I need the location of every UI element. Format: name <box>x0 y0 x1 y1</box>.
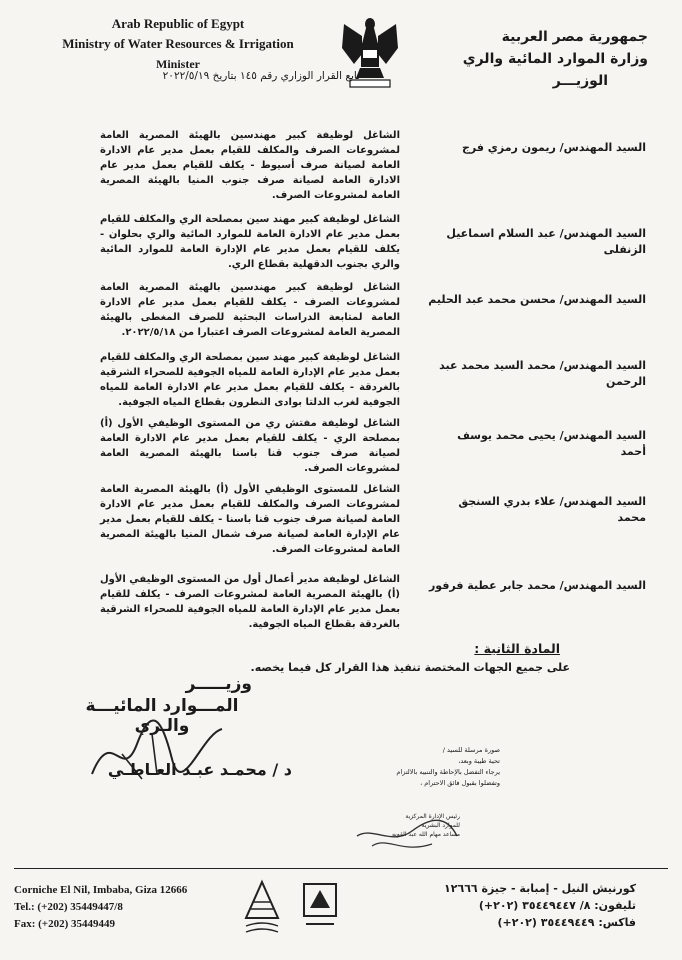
assignment-description: الشاغل لوظيفة كبير مهند سين بمصلحة الري والمكلف للقيام بعمل مدير عام الادارة العامة للموارد المائية والري بحلوان - يكلف للقيام بعمل مدير عام الإدارة العامة للموارد المائية والري بجنوب الدقهلية بقطاع الري. <box>100 214 400 270</box>
assignment-description: الشاغل لوظيفة مفتش ري من المستوى الوظيفي الأول (أ) بمصلحة الري - يكلف للقيام بعمل مدير عام الادارة العامة لصيانة صرف جنوب قنا باسنا بالهيئة المصرية العامة لمشروعات الصرف. <box>100 418 400 474</box>
signature-title-line1: وزيـــــر <box>185 674 252 694</box>
header-en-minister: Minister <box>156 57 200 71</box>
copies-line: وتفضلوا بقبول فائق الاحترام ، <box>420 779 500 787</box>
article-body: على جميع الجهات المختصة تنفيذ هذا القرار كل فيما يخصه. <box>250 661 570 674</box>
footer-ar-fax: فاكس: ٣٥٤٤٩٤٤٩ (٢٠٢+) <box>497 916 636 929</box>
minister-signature-block <box>62 674 292 804</box>
engineer-name: السيد المهندس/ عبد السلام اسماعيل الزنفلى <box>446 227 646 256</box>
footer-divider <box>14 868 668 869</box>
copies-line: تحية طيبة وبعد، <box>458 757 500 765</box>
footer-ar-address: كورنيش النيل - إمبابة - جيزة ١٢٦٦٦ <box>444 882 636 895</box>
copies-line: يرجاء التفضل بالإحاطة والتنبيه بالالتزام <box>396 768 500 776</box>
engineer-name: السيد المهندس/ محسن محمد عبد الحليم <box>428 293 646 306</box>
header-en-ministry: Ministry of Water Resources & Irrigation <box>62 36 294 51</box>
assignment-description: الشاغل لوظيفة كبير مهندسين بالهيئة المصرية العامة لمشروعات الصرف والمكلف للقيام بعمل مدير عام الادارة العامة لصيانة صرف أسيوط - يكلف للقيام بعمل مدير عام الادارة العامة لصيانة صرف جنوب المنيا بالهيئة المصرية العامة لمشروعات الصرف. <box>100 130 400 201</box>
header-ar-ministry: وزارة الموارد المائية والري <box>462 51 648 67</box>
assignment-description: الشاغل للمستوى الوظيفي الأول (أ) بالهيئة المصرية العامة لمشروعات الصرف والمكلف للقيام بعمل مدير عام الادارة العامة لصيانة صرف جنوب قنا باسنا - يكلف للقيام بعمل مدير عام الإدارة العامة لصيانة صرف شمال المنيا بالهيئة المصرية العامة لمشروعات الصرف. <box>100 484 400 555</box>
footer-en-tel: Tel.: (+202) 35449447/8 <box>14 901 123 913</box>
header-arabic <box>458 26 648 92</box>
signature-title-line2: المـــوارد المائيـــة والـري <box>85 696 239 736</box>
pyramid-logo-icon <box>242 878 282 938</box>
assignment-description: الشاغل لوظيفة كبير مهندسين بالهيئة المصرية العامة لمشروعات الصرف - يكلف للقيام بعمل مدير عام الادارة العامة لمتابعة الدراسات البحثية للصرف المغطى بالهيئة المصرية العامة لمشروعات الصرف اعتبارا من ٢٠٢٢/٥/١٨. <box>100 282 400 338</box>
ministry-logo-icon <box>300 880 340 930</box>
engineer-name: السيد المهندس/ محمد جابر عطية فرفور <box>428 579 646 592</box>
footer-en-address: Corniche El Nil, Imbaba, Giza 12666 <box>14 884 188 896</box>
header-english <box>28 14 328 74</box>
minister-name: د / محمـد عبـد العـاطـي <box>107 760 292 779</box>
stamp-text <box>350 812 460 839</box>
copies-line: صورة مرسلة للسيد / <box>442 746 500 754</box>
engineer-name: السيد المهندس/ يحيى محمد يوسف أحمد <box>457 429 646 458</box>
footer-en-fax: Fax: (+202) 35449449 <box>14 918 115 930</box>
stamp-line: للموارد البشرية <box>421 822 460 829</box>
assignment-description: الشاغل لوظيفة كبير مهند سين بمصلحة الري والمكلف للقيام بعمل مدير عام الإدارة العامة للمياه الجوفية للصحراء الشرقية بالغردقة - يكلف للقيام بعمل مدير عام الادارة العامة للمياه الجوفية لغرب الدلتا بوادى النطرون بقطاع المياه الجوفية. <box>100 352 400 408</box>
engineer-name: السيد المهندس/ محمد السيد محمد عبد الرحمن <box>439 359 646 388</box>
footer-english <box>14 882 187 933</box>
article-title: المادة الثانية : <box>474 641 560 656</box>
footer-arabic <box>436 880 636 931</box>
assignment-description: الشاغل لوظيفة مدير أعمال أول من المستوى الوظيفي الأول (أ) بالهيئة المصرية العامة لمشروعات الصرف - يكلف للقيام بعمل مدير عام الإدارة العامة للمياه الجوفية للصحراء الشرقية بالغردقة بقطاع المياه الجوفية. <box>100 574 400 630</box>
engineer-name: السيد المهندس/ علاء بدري السنجق محمد <box>458 495 646 524</box>
header-ar-minister: الوزيـــر <box>552 73 608 89</box>
engineer-name: السيد المهندس/ ريمون رمزي فرج <box>462 141 646 154</box>
copies-note <box>370 745 500 789</box>
header-ar-country: جمهورية مصر العربية <box>501 29 648 45</box>
stamp-line: رئيس الإدارة المركزية <box>405 813 460 820</box>
stamp-line: مساعد مهام الله عبد القويه <box>391 831 460 838</box>
header-en-country: Arab Republic of Egypt <box>111 16 245 31</box>
decree-reference: تابع القرار الوزاري رقم ١٤٥ بتاريخ ٢٠٢٢/٥/١٩ <box>162 70 360 82</box>
footer-ar-tel: تليفون: ٨/ ٣٥٤٤٩٤٤٧ (٢٠٢+) <box>478 899 636 912</box>
